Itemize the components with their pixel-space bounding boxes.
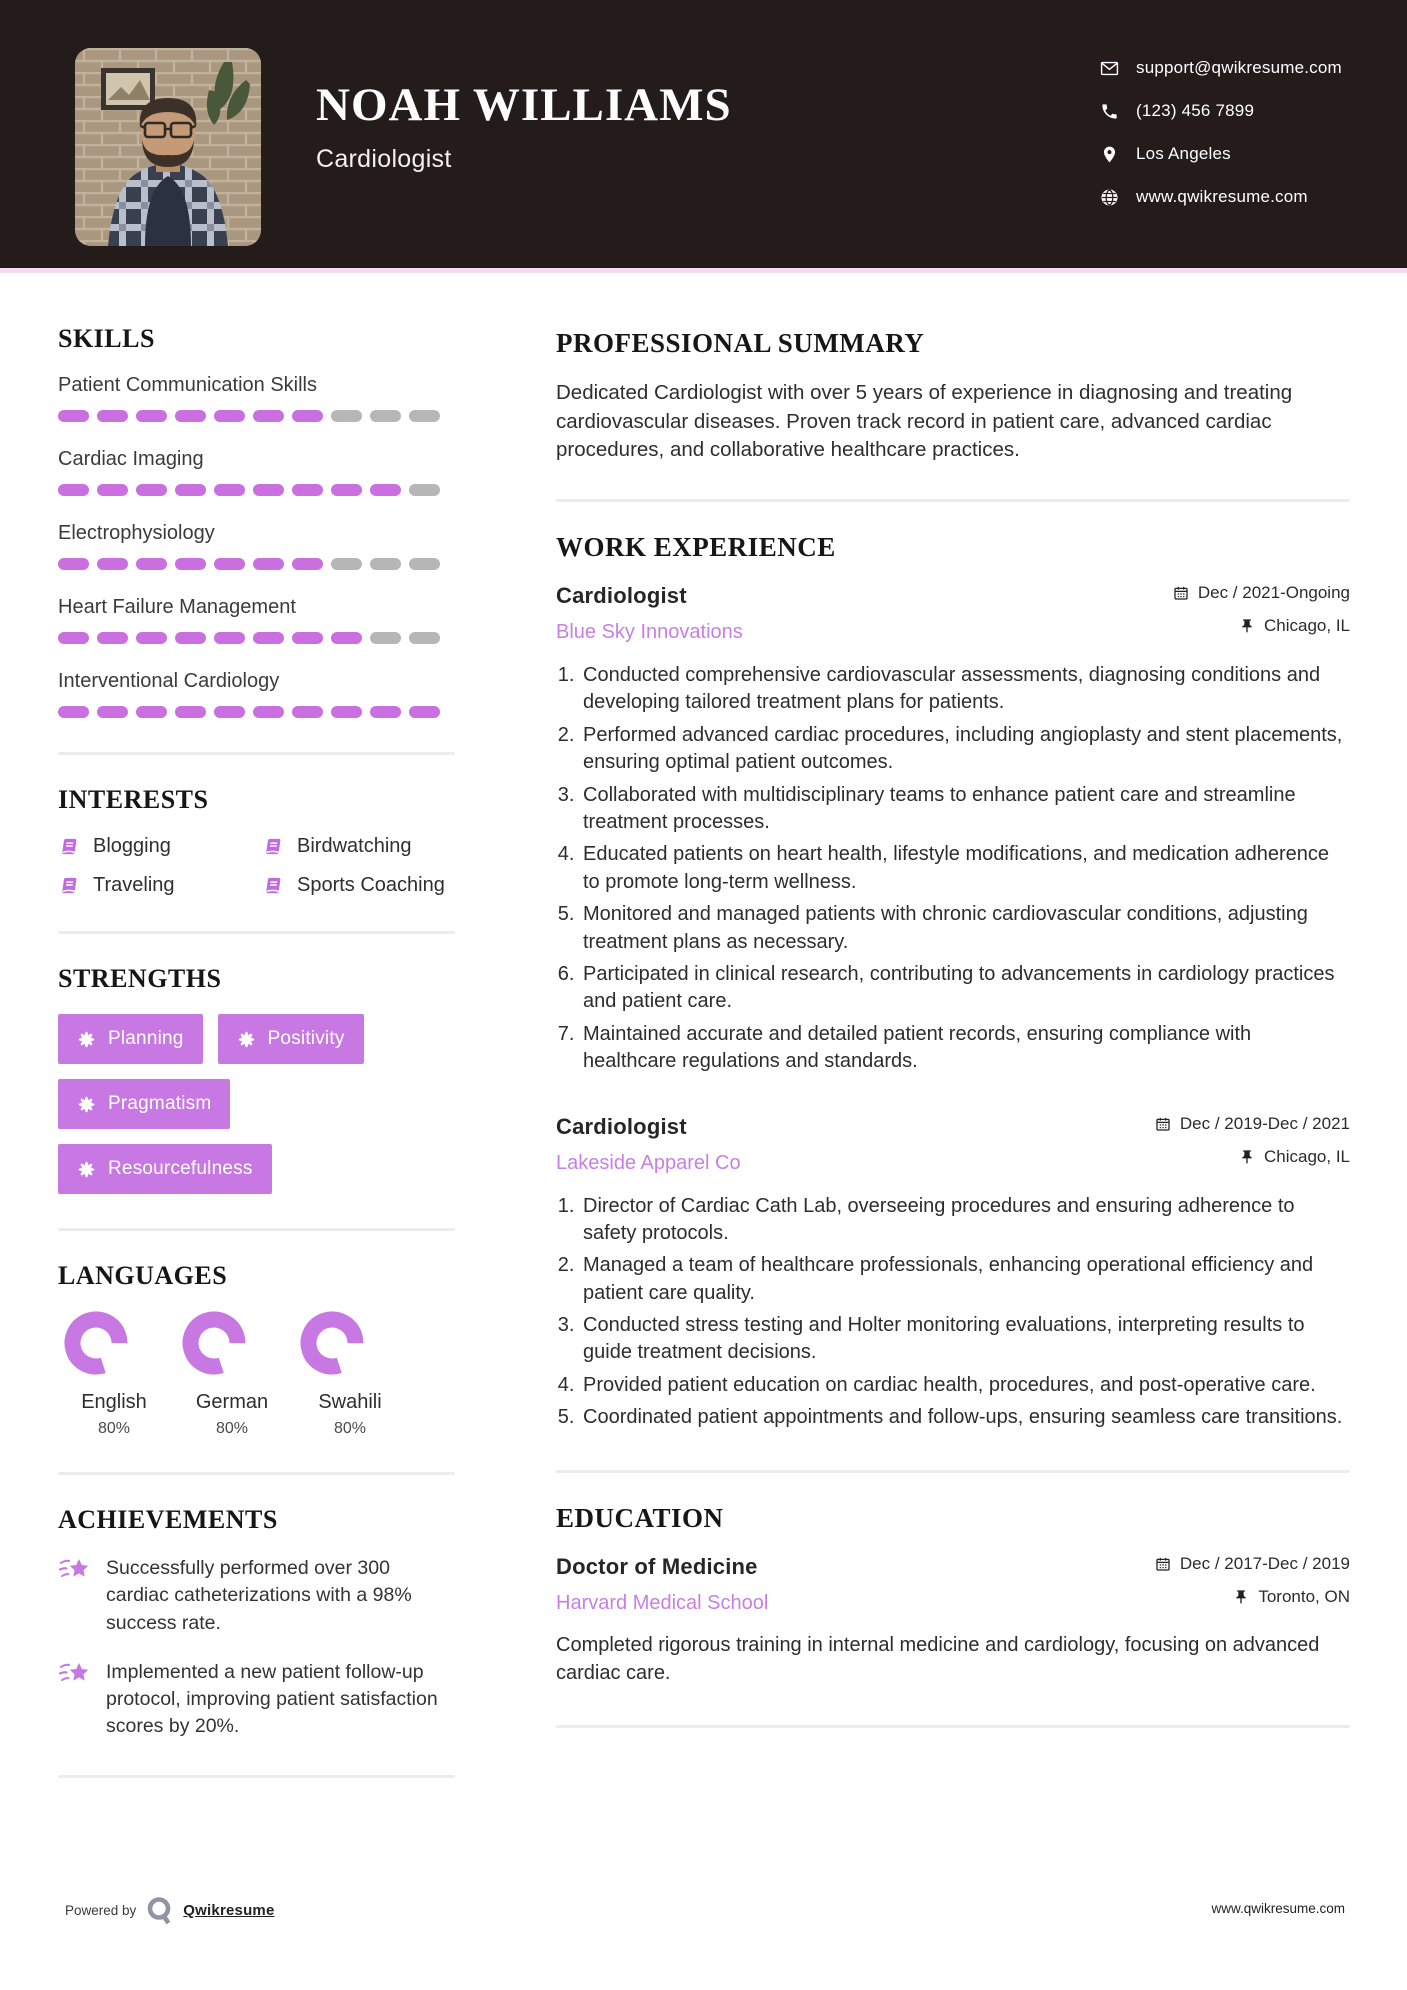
contact-phone-text: (123) 456 7899 [1136, 101, 1255, 120]
dash-filled [214, 706, 245, 718]
interest-list [58, 835, 455, 897]
strength-list [58, 1014, 455, 1194]
job-bullet: 1. Conducted comprehensive cardiovascular assessments, diagnosing conditions and developing tailored treatment plans for patients. [580, 662, 1350, 717]
dash-filled [175, 632, 206, 644]
summary-heading: PROFESSIONAL SUMMARY [556, 328, 925, 358]
dash-filled [97, 706, 128, 718]
dash-filled [331, 484, 362, 496]
dash-filled [331, 706, 362, 718]
dash-filled [214, 410, 245, 422]
identity-block [316, 78, 732, 174]
dash-empty [409, 558, 440, 570]
footer [0, 1893, 1407, 1933]
strength-chip [58, 1014, 203, 1064]
strength-label: Pragmatism [108, 1093, 212, 1114]
strength-label: Positivity [267, 1028, 345, 1049]
dash-filled [409, 706, 440, 718]
education-date: Dec / 2017-Dec / 2019 [1179, 1553, 1350, 1573]
language-item [176, 1311, 288, 1438]
education-location: Toronto, ON [1258, 1586, 1350, 1606]
strength-chip [218, 1014, 364, 1064]
skill-label: Heart Failure Management [58, 596, 296, 618]
powered-by-label: Powered by [65, 1903, 137, 1918]
skill-label: Interventional Cardiology [58, 670, 280, 692]
contact-location-text: Los Angeles [1136, 144, 1231, 163]
flower-icon [237, 1030, 256, 1049]
dash-filled [136, 558, 167, 570]
job-bullet: 4. Educated patients on heart health, lifestyle modifications, and medication adherence to promote long-term wellness. [580, 841, 1350, 896]
dash-empty [331, 558, 362, 570]
summary-text: Dedicated Cardiologist with over 5 years of experience in diagnosing and treating cardiovascular diseases. Proven track record in patient care, advanced cardiac procedures, and collaborative healthcare practices. [556, 381, 1293, 462]
footer-website-link[interactable]: www.qwikresume.com [1211, 1901, 1345, 1916]
strength-chip [58, 1144, 272, 1194]
contact-location [1100, 144, 1342, 164]
skill-item [58, 670, 455, 718]
dash-filled [292, 558, 323, 570]
dash-filled [331, 632, 362, 644]
pushpin-icon [1239, 1149, 1255, 1165]
job-date-row [1173, 583, 1350, 603]
skills-heading: SKILLS [58, 324, 155, 353]
shooting-star-icon [58, 1555, 92, 1637]
summary-section [556, 328, 1350, 465]
section-divider [556, 1725, 1350, 1728]
location-pin-icon [1100, 145, 1119, 164]
experience-heading: WORK EXPERIENCE [556, 532, 836, 563]
education-entry [556, 1554, 1350, 1687]
job-bullet: 7. Maintained accurate and detailed patient records, ensuring compliance with healthcare regulations and standards. [580, 1021, 1350, 1076]
job-entry [556, 1114, 1350, 1432]
skills-section [58, 324, 455, 718]
interest-label: Birdwatching [297, 835, 412, 857]
dash-filled [214, 558, 245, 570]
dash-filled [175, 410, 206, 422]
dash-empty [370, 410, 401, 422]
job-location-row [1239, 1147, 1350, 1167]
job-company: Blue Sky Innovations [556, 621, 743, 644]
achievements-heading: ACHIEVEMENTS [58, 1505, 278, 1534]
skill-item [58, 596, 455, 644]
achievement-item [58, 1555, 455, 1637]
skill-progress-bar [58, 410, 455, 422]
education-title-block [556, 1554, 768, 1615]
interest-item [58, 874, 262, 897]
language-item [58, 1311, 170, 1438]
contact-email-text: support@qwikresume.com [1136, 58, 1342, 77]
dash-filled [175, 484, 206, 496]
right-column [556, 300, 1350, 1758]
job-location: Chicago, IL [1264, 616, 1350, 636]
dash-empty [409, 632, 440, 644]
job-bullet: 3. Conducted stress testing and Holter monitoring evaluations, interpreting results to guide treatment decisions. [580, 1312, 1350, 1367]
interest-item [262, 835, 455, 858]
interest-item [262, 874, 455, 897]
skill-progress-bar [58, 558, 455, 570]
dash-filled [136, 410, 167, 422]
language-donut [64, 1311, 128, 1375]
book-icon [58, 835, 81, 858]
section-divider [58, 931, 455, 934]
dash-filled [253, 706, 284, 718]
job-date: Dec / 2019-Dec / 2021 [1179, 1113, 1350, 1133]
dash-filled [97, 558, 128, 570]
strengths-section [58, 964, 455, 1194]
education-header [556, 1554, 1350, 1615]
language-name: Swahili [318, 1391, 382, 1413]
pushpin-icon [1239, 618, 1255, 634]
job-company: Lakeside Apparel Co [556, 1151, 741, 1174]
job-bullet: 4. Provided patient education on cardiac health, procedures, and post-operative care. [580, 1372, 1350, 1399]
person-name: NOAH WILLIAMS [316, 79, 732, 131]
language-item [294, 1311, 406, 1438]
dash-filled [97, 632, 128, 644]
skill-label: Patient Communication Skills [58, 374, 317, 396]
section-divider [58, 752, 455, 755]
experience-section [556, 532, 1350, 1432]
interests-heading: INTERESTS [58, 785, 209, 814]
dash-filled [253, 410, 284, 422]
language-list [58, 1311, 455, 1438]
job-meta [1155, 1114, 1350, 1167]
job-header [556, 583, 1350, 644]
calendar-icon [1155, 1116, 1171, 1132]
job-header [556, 1114, 1350, 1175]
strength-label: Planning [108, 1028, 184, 1049]
skill-label: Cardiac Imaging [58, 448, 204, 470]
skill-item [58, 448, 455, 496]
qwikresume-link[interactable]: Qwikresume [183, 1902, 275, 1919]
dash-empty [409, 484, 440, 496]
dash-filled [136, 632, 167, 644]
job-date: Dec / 2021-Ongoing [1197, 583, 1350, 603]
job-location-row [1239, 616, 1350, 636]
dash-filled [58, 706, 89, 718]
globe-icon [1100, 188, 1119, 207]
dash-empty [370, 632, 401, 644]
skill-progress-bar [58, 706, 455, 718]
job-bullet: 1. Director of Cardiac Cath Lab, overseeing procedures and ensuring adherence to safety protocols. [580, 1193, 1350, 1248]
achievement-list [58, 1555, 455, 1741]
language-name: English [81, 1391, 147, 1413]
language-percent: 80% [97, 1420, 131, 1437]
dash-filled [58, 558, 89, 570]
dash-empty [370, 558, 401, 570]
job-bullet-list [556, 662, 1350, 1075]
dash-filled [253, 484, 284, 496]
skill-progress-bar [58, 632, 455, 644]
job-title: Cardiologist [556, 1113, 687, 1139]
interest-item [58, 835, 262, 858]
contact-website[interactable] [1100, 187, 1342, 207]
section-divider [556, 499, 1350, 502]
flower-icon [77, 1095, 96, 1114]
job-entry [556, 583, 1350, 1075]
education-heading: EDUCATION [556, 1502, 724, 1533]
education-date-row [1155, 1554, 1350, 1574]
contact-email[interactable] [1100, 58, 1342, 78]
profile-photo [75, 48, 261, 246]
dash-filled [253, 632, 284, 644]
language-percent: 80% [333, 1420, 367, 1437]
job-bullet: 5. Coordinated patient appointments and follow-ups, ensuring seamless care transitions. [580, 1404, 1350, 1431]
book-icon [262, 874, 285, 897]
person-title: Cardiologist [316, 145, 452, 173]
dash-filled [370, 484, 401, 496]
book-icon [58, 874, 81, 897]
dash-filled [97, 484, 128, 496]
dash-filled [292, 632, 323, 644]
skill-list [58, 374, 455, 718]
job-bullet: 5. Monitored and managed patients with chronic cardiovascular conditions, adjusting treatment plans as necessary. [580, 901, 1350, 956]
job-bullet: 3. Collaborated with multidisciplinary teams to enhance patient care and streamline treatment processes. [580, 782, 1350, 837]
dash-filled [175, 706, 206, 718]
job-bullet: 2. Performed advanced cardiac procedures, including angioplasty and stent placements, ensuring optimal patient outcomes. [580, 722, 1350, 777]
pushpin-icon [1233, 1589, 1249, 1605]
dash-filled [292, 410, 323, 422]
dash-filled [58, 484, 89, 496]
job-meta [1173, 583, 1350, 636]
language-percent: 80% [215, 1420, 249, 1437]
header-banner [0, 0, 1407, 273]
dash-filled [97, 410, 128, 422]
languages-heading: LANGUAGES [58, 1261, 228, 1290]
education-school: Harvard Medical School [556, 1591, 769, 1614]
interest-label: Blogging [93, 835, 171, 857]
language-donut [300, 1311, 364, 1375]
dash-filled [58, 410, 89, 422]
strength-label: Resourcefulness [108, 1158, 253, 1179]
flower-icon [77, 1030, 96, 1049]
job-bullet-list [556, 1193, 1350, 1432]
skill-item [58, 374, 455, 422]
language-name: German [195, 1391, 269, 1413]
skill-label: Electrophysiology [58, 522, 215, 544]
job-date-row [1155, 1114, 1350, 1134]
dash-filled [370, 706, 401, 718]
shooting-star-icon [58, 1659, 92, 1741]
contact-list [1100, 58, 1342, 207]
job-title-block [556, 583, 743, 644]
dash-filled [58, 632, 89, 644]
email-icon [1100, 59, 1119, 78]
strength-chip [58, 1079, 230, 1129]
dash-filled [253, 558, 284, 570]
job-title-block [556, 1114, 741, 1175]
education-description: Completed rigorous training in internal medicine and cardiology, focusing on advanced cardiac care. [556, 1633, 1320, 1684]
section-divider [58, 1775, 455, 1778]
dash-filled [136, 484, 167, 496]
section-divider [58, 1472, 455, 1475]
education-meta [1155, 1554, 1350, 1607]
dash-filled [136, 706, 167, 718]
achievement-text: Successfully performed over 300 cardiac catheterizations with a 98% success rate. [106, 1557, 412, 1634]
skill-progress-bar [58, 484, 455, 496]
section-divider [556, 1470, 1350, 1473]
flower-icon [77, 1160, 96, 1179]
contact-phone[interactable] [1100, 101, 1342, 121]
qwikresume-q-logo [146, 1895, 173, 1926]
education-section [556, 1503, 1350, 1687]
section-divider [58, 1228, 455, 1231]
book-icon [262, 835, 285, 858]
contact-website-text: www.qwikresume.com [1136, 187, 1308, 206]
education-list [556, 1554, 1350, 1687]
job-title: Cardiologist [556, 583, 687, 609]
interests-section [58, 785, 455, 897]
footer-branding [65, 1895, 275, 1926]
left-column [58, 300, 455, 1808]
job-list [556, 583, 1350, 1432]
skill-item [58, 522, 455, 570]
job-bullet: 2. Managed a team of healthcare professionals, enhancing operational efficiency and patient care quality. [580, 1252, 1350, 1307]
dash-empty [331, 410, 362, 422]
calendar-icon [1173, 585, 1189, 601]
languages-section [58, 1261, 455, 1438]
dash-filled [175, 558, 206, 570]
interest-label: Sports Coaching [297, 874, 445, 896]
dash-filled [292, 706, 323, 718]
interest-label: Traveling [93, 874, 175, 896]
achievements-section [58, 1505, 455, 1741]
dash-empty [409, 410, 440, 422]
calendar-icon [1155, 1556, 1171, 1572]
language-donut [182, 1311, 246, 1375]
dash-filled [214, 632, 245, 644]
education-location-row [1233, 1587, 1350, 1607]
job-location: Chicago, IL [1264, 1146, 1350, 1166]
achievement-text: Implemented a new patient follow-up protocol, improving patient satisfaction scores by 20%. [106, 1660, 438, 1738]
strengths-heading: STRENGTHS [58, 964, 222, 993]
phone-icon [1100, 102, 1119, 121]
dash-filled [214, 484, 245, 496]
dash-filled [292, 484, 323, 496]
job-bullet: 6. Participated in clinical research, contributing to advancements in cardiology practices and patient care. [580, 961, 1350, 1016]
education-degree: Doctor of Medicine [556, 1553, 758, 1579]
achievement-item [58, 1659, 455, 1741]
